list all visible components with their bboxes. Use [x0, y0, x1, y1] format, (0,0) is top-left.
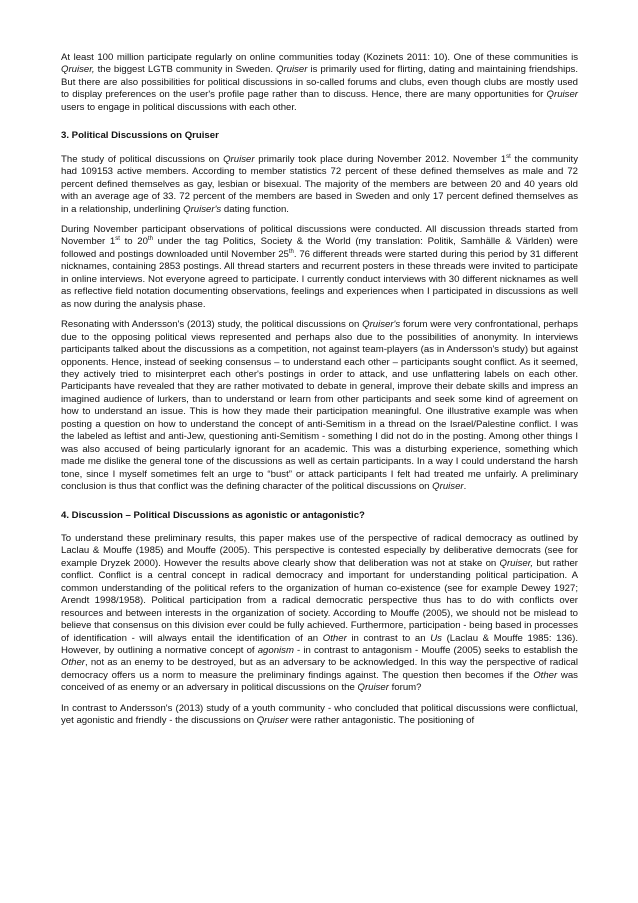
- text-run: , not as an enemy to be destroyed, but as an adversary to be acknowledged. In this way the perspective of radical democracy offers us a norm to measure the preliminary findings against. The question then becomes if the: [61, 657, 578, 681]
- text-run: At least 100 million participate regularly on online communities today (Kozinets 2011: 10). One of these communities is: [61, 52, 578, 63]
- text-run: but rather conflict. Conflict is a central concept in radical democracy and important for understanding political participation. A common understanding of the political refers to the organization of human co-existence (see for example Dewey 1927; Arendt 1998/1958). Political participation from a radical democratic perspective thus has to do with conflicts over resources and between interests in the organization of society. According to Mouffe (2005), we should not be mislead to believe that consensus on this division ever could be fully achieved. Furthermore, participation - being based in processes of identification - will always entail the identification of an: [61, 557, 578, 644]
- text-run: (Laclau & Mouffe 1985: 136). However, by outlining a normative concept of: [61, 632, 579, 657]
- text-run: to 20: [119, 236, 148, 248]
- section-heading-4: 4. Discussion – Political Discussions as agonistic or antagonistic?: [61, 509, 365, 521]
- italic-term: Other: [61, 657, 85, 669]
- italic-term: Other: [533, 669, 558, 681]
- text-run: - in contrast to antagonism - Mouffe (2005) seeks to establish the: [293, 645, 578, 657]
- text-run: forum?: [388, 682, 422, 694]
- page-content: [61, 52, 578, 736]
- italic-term: Other: [322, 632, 347, 644]
- text-run: forum were very confrontational, perhaps due to the opposing political views represented and perhaps also due to the possibilities of anonymity. In interviews participants talked about the discussions as a competition, not against team-players (as in Andersson's study) but against opponents. Hence, instead of seeking consensus – to understand each other – participants sought conflict. As it seemed, they actively tried to misinterpret each other's postings in order to attack, and use unflattering labels on each other. Participants have revealed that they are rather motivated to debate in general, improve their debate skills and impress an imagined audience of lurkers, than to understand or learn from other participants and seek some kind of agreement on how to understand an issue. This is how they made their participation meaningful. One illustrative example was when posting a question on how to understand the concept of anti-Semitism in a thread on the Israel/Palestine conflict. I was the labeled as leftist and anti-Jew, questioning anti-Semitism - something I did not do in the posting. Among other things I was also accused of being particularly ignorant for an academic. This was a disturbing experience, something which made me dislike the general tone of the discussions as well as certain participants. In a way I could understand the harsh tone, since I myself sometimes felt an urge to “bust” or attack participants I felt had treated me unfairly. A preliminary conclusion is thus that conflict was the defining character of the political discussions on: [61, 319, 578, 493]
- text-run: was conceived of as enemy or an adversary in political discussions on the: [61, 669, 578, 694]
- paragraph-contrast: [61, 703, 578, 728]
- text-run: the community had 109153 active members. According to member statistics 72 percent of these defined themselves as male and 72 percent defined themselves as gay, lesbian or bisexual. The majority of the members are between 20 and 40 years old with an average age of 33. 72 percent of the members are based in Sweden and only 17 percent defined themselves as in a relationship, underlining: [61, 153, 578, 215]
- italic-term: Qruiser: [546, 89, 578, 101]
- text-run: is primarily used for flirting, dating and maintaining friendships. But there are also possibilities for political discussions in so-called forums and clubs, even though clubs are mostly used to display preferences on the user's profile page rather than to discuss. Hence, there are many opportunities for: [61, 64, 578, 101]
- paragraph-discussion: [61, 533, 578, 695]
- text-run: dating function.: [221, 203, 289, 215]
- italic-term: Qruiser,: [499, 557, 534, 569]
- italic-term: Qruiser: [432, 481, 464, 493]
- italic-term: Us: [430, 632, 442, 644]
- text-run: To understand these preliminary results, this paper makes use of the perspective of radical democracy as outlined by Laclau & Mouffe (1985) and Mouffe (2005). This perspective is contested especially by deliberative democrats (see for example Dryzek 2000). However the results above clearly show that deliberation was not at stake on: [61, 532, 578, 569]
- italic-term: Qruiser's: [183, 203, 222, 215]
- superscript: th: [147, 236, 153, 243]
- text-run: users to engage in political discussions with each other.: [61, 101, 297, 113]
- text-run: During November participant observations of political discussions were conducted. All discussion threads started from November 1: [61, 223, 578, 248]
- italic-term: Qruiser's: [362, 319, 401, 331]
- superscript: th: [288, 248, 294, 255]
- text-run: under the tag Politics, Society & the World (my translation: Politik, Samhälle & Världen) were followed and postings downloaded until November 25: [61, 236, 578, 260]
- superscript: st: [506, 153, 511, 160]
- text-run: in contrast to an: [346, 632, 431, 644]
- paragraph-findings: [61, 319, 578, 493]
- italic-term: Qruiser,: [61, 64, 95, 76]
- italic-term: Qruiser: [223, 153, 255, 165]
- paragraph-study: [61, 154, 578, 216]
- text-run: were rather antagonistic. The positioning of: [288, 715, 475, 727]
- text-run: In contrast to Andersson's (2013) study of a youth community - who concluded that political discussions were conflictual, yet agonistic and friendly - the discussions on: [61, 702, 578, 727]
- text-run: Resonating with Andersson's (2013) study, the political discussions on: [61, 319, 363, 331]
- italic-term: Qruiser: [256, 715, 289, 727]
- superscript: st: [115, 236, 120, 243]
- italic-term: Qruiser: [276, 64, 308, 76]
- text-run: .: [463, 481, 467, 493]
- text-run: primarily took place during November 2012. November 1: [254, 153, 507, 165]
- text-run: the biggest LGTB community in Sweden.: [94, 64, 276, 76]
- text-run: The study of political discussions on: [61, 153, 224, 165]
- paragraph-observations: [61, 224, 578, 311]
- italic-term: Qruiser: [357, 682, 389, 694]
- section-heading-3: 3. Political Discussions on Qruiser: [61, 130, 219, 142]
- italic-term: agonism: [257, 645, 294, 657]
- text-run: . 76 different threads were started during this period by 31 different nicknames, containing 2853 postings. All thread starters and recurrent posters in these threads were invited to participate in online interviews. Not everyone agreed to participate. I currently conduct interviews with 30 different nicknames as well as reflective field notation documenting observations, feelings and experiences when I participated in discussions as well as now during the analysis phase.: [61, 248, 578, 310]
- paragraph-intro: [61, 52, 578, 114]
